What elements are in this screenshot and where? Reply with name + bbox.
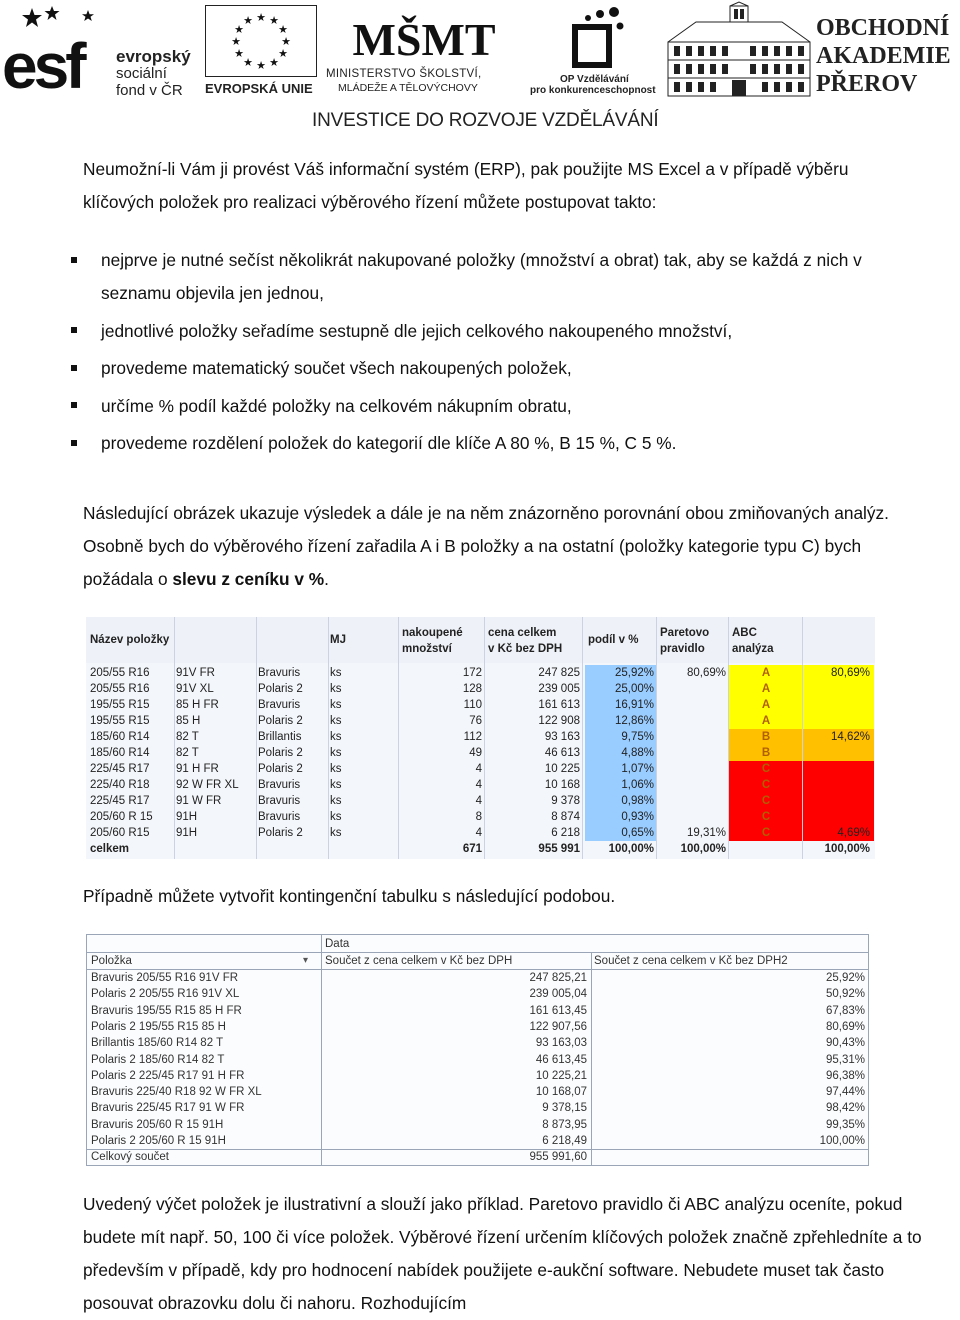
pivot-cell-cum: 100,00% (819, 1135, 865, 1147)
header-pareto-2: pravidlo (660, 643, 705, 655)
cell-pareto (656, 697, 726, 713)
esf-logo (2, 4, 197, 102)
pivot-cell-item: Bravuris 205/55 R16 91V FR (91, 972, 239, 984)
table-row (86, 729, 875, 745)
cell-spec: 91 W FR (176, 795, 222, 807)
pivot-cell-sum: 247 825,21 (529, 972, 587, 984)
pivot-cell-sum: 9 378,15 (542, 1102, 587, 1115)
header-logos (0, 0, 960, 135)
cell-share: 0,65% (621, 827, 654, 839)
eu-label: EVROPSKÁ UNIE (205, 81, 313, 96)
cell-mj: ks (330, 715, 342, 727)
cell-pareto (656, 809, 726, 825)
cell-qty: 4 (475, 795, 482, 807)
cell-price: 10 168 (544, 779, 580, 791)
abc-analysis-table (86, 617, 875, 859)
bullet-item: provedeme matematický součet všech nakoupených položek, (70, 352, 920, 385)
pivot-cell-item: Bravuris 205/60 R 15 91H (91, 1118, 224, 1131)
msmt-mark (352, 0, 496, 66)
pivot-cell-item: Brillantis 185/60 R14 82 T (91, 1037, 224, 1050)
cell-spec: 85 H FR (176, 699, 219, 711)
cell-share: 25,00% (614, 683, 654, 695)
paragraph-results (83, 497, 923, 596)
cell-spec: 91V FR (176, 667, 215, 679)
table-row (86, 761, 875, 777)
total-price: 955 991 (538, 843, 580, 855)
cell-share: 25,92% (614, 667, 654, 679)
cell-cat: A (761, 699, 771, 711)
cell-size: 185/60 R14 (90, 731, 150, 743)
pivot-cell-cum: 96,38% (825, 1069, 865, 1082)
svg-text:★: ★ (234, 48, 244, 60)
header-price-1: cena celkem (488, 627, 557, 639)
cell-cat: C (761, 811, 771, 823)
pivot-cell-cum: 99,35% (825, 1118, 865, 1131)
pivot-cell-cum: 67,83% (825, 1004, 865, 1017)
cell-cat: C (761, 763, 771, 775)
pivot-col-cum: Součet z cena celkem v Kč bez DPH2 (594, 955, 788, 967)
cell-cat: B (761, 731, 771, 743)
cell-qty: 8 (475, 811, 482, 823)
cell-abc: 14,62% (830, 731, 870, 743)
cell-size: 225/45 R17 (90, 795, 150, 807)
pivot-cell-item: Polaris 2 185/60 R14 82 T (91, 1053, 225, 1066)
svg-text:★: ★ (269, 15, 279, 27)
table-total-row (86, 841, 875, 857)
cell-pareto (656, 777, 726, 793)
msmt-logo (326, 0, 521, 100)
cell-abc (802, 697, 870, 713)
cell-abc (802, 713, 870, 729)
cell-mj: ks (330, 795, 342, 807)
cell-abc (802, 745, 870, 761)
bullet-item: nejprve je nutné sečíst několikrát nakupované položky (množství a obrat) tak, aby se každá z nich v seznamu objevila jen jednou, (70, 244, 920, 310)
pivot-cell-cum: 90,43% (825, 1037, 865, 1050)
pivot-cell-item: Polaris 2 195/55 R15 85 H (91, 1020, 226, 1033)
svg-text:★: ★ (256, 12, 266, 24)
cell-size: 225/45 R17 (90, 763, 150, 775)
cell-abc (802, 761, 870, 777)
esf-line3: fond v ČR (116, 82, 183, 99)
table-row (86, 681, 875, 697)
cell-spec: 91 H FR (176, 763, 219, 775)
cell-spec: 82 T (176, 731, 199, 743)
cell-pareto (656, 729, 726, 745)
pivot-total-label: Celkový součet (91, 1151, 169, 1164)
cell-qty: 4 (475, 763, 482, 775)
cell-abc (802, 777, 870, 793)
cell-brand: Brillantis (258, 731, 302, 743)
cell-mj: ks (330, 683, 342, 695)
pivot-col-sum: Součet z cena celkem v Kč bez DPH (325, 955, 513, 967)
msmt-line1: MINISTERSTVO ŠKOLSTVÍ, (326, 68, 482, 80)
grid-line (87, 952, 868, 953)
op-logo (530, 2, 660, 100)
cell-pareto (656, 761, 726, 777)
cell-size: 195/55 R15 (90, 699, 150, 711)
header-name: Název položky (90, 634, 170, 646)
esf-line2: sociální (116, 65, 167, 82)
cell-mj: ks (330, 827, 342, 839)
esf-line1: evropský (116, 47, 191, 66)
pivot-cell-item: Bravuris 225/45 R17 91 W FR (91, 1102, 245, 1115)
cell-mj: ks (330, 763, 342, 775)
cell-size: 225/40 R18 (90, 779, 150, 791)
bullet-list (70, 244, 920, 465)
pivot-cell-cum: 80,69% (825, 1020, 865, 1033)
msmt-mark-text: MŠMT (352, 14, 496, 65)
op-line2: pro konkurenceschopnost (530, 85, 656, 96)
cell-share: 16,91% (614, 699, 654, 711)
table-row (86, 697, 875, 713)
pivot-cell-item: Bravuris 225/40 R18 92 W FR XL (91, 1086, 262, 1099)
pivot-cell-cum: 50,92% (825, 988, 865, 1001)
svg-text:★: ★ (243, 57, 253, 69)
cell-share: 1,06% (621, 779, 654, 791)
msmt-line2: MLÁDEŽE A TĚLOVÝCHOVY (338, 82, 478, 94)
cell-share: 0,93% (621, 811, 654, 823)
cell-mj: ks (330, 699, 342, 711)
total-abc: 100,00% (824, 843, 870, 855)
cell-abc: 4,69% (837, 827, 870, 839)
cell-abc (802, 809, 870, 825)
cell-brand: Bravuris (258, 667, 301, 679)
cell-size: 205/55 R16 (90, 667, 150, 679)
header-pareto-1: Paretovo (660, 627, 710, 639)
bullet-item: jednotlivé položky seřadíme sestupně dle jejich celkového nakoupeného množství, (70, 315, 920, 348)
cell-qty: 4 (475, 779, 482, 791)
bullet-item: určíme % podíl každé položky na celkovém nákupním obratu, (70, 390, 920, 423)
svg-text:★: ★ (269, 57, 279, 69)
table-row (86, 809, 875, 825)
pivot-cell-item: Polaris 2 205/60 R 15 91H (91, 1135, 226, 1147)
pivot-cell-item: Bravuris 195/55 R15 85 H FR (91, 1004, 242, 1017)
cell-qty: 49 (469, 747, 482, 759)
cell-pareto (656, 745, 726, 761)
eu-star-circle-icon (206, 6, 316, 76)
cell-price: 93 163 (544, 731, 580, 743)
table-row (86, 745, 875, 761)
cell-mj: ks (330, 731, 342, 743)
cell-price: 10 225 (544, 763, 580, 775)
svg-text:★: ★ (278, 48, 288, 60)
cell-abc (802, 793, 870, 809)
paragraph-intro: Neumožní-li Vám ji provést Váš informační systém (ERP), pak použijte MS Excel a v případě výběru klíčových položek pro realizaci výběrového řízení můžete postupovat takto: (83, 159, 849, 212)
cell-cat: C (761, 779, 771, 791)
header-mj: MJ (330, 634, 346, 646)
cell-brand: Bravuris (258, 699, 301, 711)
cell-cat: A (761, 715, 771, 727)
pivot-total-sum: 955 991,60 (529, 1151, 587, 1164)
cell-qty: 76 (469, 715, 482, 727)
cell-price: 247 825 (538, 667, 580, 679)
header-abc-1: ABC (732, 627, 757, 639)
pivot-table (86, 934, 869, 1166)
table-row (86, 713, 875, 729)
cell-abc (802, 681, 870, 697)
cell-spec: 91V XL (176, 683, 214, 695)
header-share: podíl v % (588, 634, 639, 646)
cell-size: 205/60 R 15 (90, 811, 153, 823)
paragraph-results-end: . (324, 569, 329, 589)
cell-share: 9,75% (621, 731, 654, 743)
school-building-icon (666, 2, 812, 98)
total-qty: 671 (462, 843, 482, 855)
cell-mj: ks (330, 779, 342, 791)
bullet-item: provedeme rozdělení položek do kategorií dle klíče A 80 %, B 15 %, C 5 %. (70, 427, 920, 460)
pivot-cell-cum: 97,44% (825, 1086, 865, 1099)
cell-price: 46 613 (544, 747, 580, 759)
cell-cat: A (761, 667, 771, 679)
paragraph-pivot-intro: Případně můžete vytvořit kontingenční tabulku s následující podobou. (83, 886, 616, 906)
paragraph-closing: Uvedený výčet položek je ilustrativní a slouží jako příklad. Paretovo pravidlo či ABC analýzu oceníte, pokud budete mít např. 50, 100 či více položek. Výběrové řízení určením klíčových položek značně zpřehledníte a to především v případě, kdy pro hodnocení nabídek použijete e-aukční software. Nebudete muset tak často posouvat obrazovku dolu či nahoru. Rozhodujícím (83, 1194, 922, 1313)
cell-brand: Bravuris (258, 811, 301, 823)
svg-text:★: ★ (234, 24, 244, 36)
cell-price: 161 613 (538, 699, 580, 711)
cell-cat: B (761, 747, 771, 759)
cell-share: 1,07% (621, 763, 654, 775)
cell-qty: 112 (463, 731, 482, 743)
svg-text:★: ★ (278, 24, 288, 36)
cell-brand: Bravuris (258, 779, 301, 791)
cell-spec: 92 W FR XL (176, 779, 239, 791)
cell-qty: 172 (462, 667, 482, 679)
svg-text:★: ★ (256, 60, 266, 72)
total-pareto: 100,00% (680, 843, 726, 855)
cell-price: 6 218 (551, 827, 580, 839)
cell-cat: C (761, 795, 771, 807)
total-label: celkem (90, 843, 130, 855)
cell-brand: Polaris 2 (258, 747, 303, 759)
svg-text:★: ★ (281, 36, 291, 48)
cell-price: 8 874 (551, 811, 580, 823)
cell-brand: Polaris 2 (258, 683, 303, 695)
cell-price: 9 378 (551, 795, 580, 807)
cell-mj: ks (330, 811, 342, 823)
pivot-cell-item: Polaris 2 225/45 R17 91 H FR (91, 1069, 245, 1082)
cell-mj: ks (330, 747, 342, 759)
cell-pareto: 80,69% (686, 667, 726, 679)
cell-brand: Polaris 2 (258, 715, 303, 727)
header-qty-2: množství (402, 643, 452, 655)
pivot-cell-sum: 93 163,03 (535, 1037, 587, 1050)
cell-cat: C (761, 827, 771, 839)
cell-cat: A (761, 683, 771, 695)
paragraph-results-bold: slevu z ceníku v % (172, 569, 325, 589)
svg-text:★: ★ (243, 15, 253, 27)
cell-pareto: 19,31% (686, 827, 726, 839)
pivot-cell-sum: 161 613,45 (529, 1004, 587, 1017)
cell-size: 205/60 R15 (90, 827, 150, 839)
svg-text:★: ★ (231, 36, 241, 48)
pivot-cell-sum: 6 218,49 (542, 1135, 587, 1147)
cell-spec: 82 T (176, 747, 199, 759)
table-row (86, 793, 875, 809)
pivot-data-label: Data (325, 938, 350, 950)
pivot-cell-sum: 8 873,95 (542, 1118, 587, 1131)
grid-line (321, 935, 322, 1165)
table-row (86, 825, 875, 841)
pivot-col-item: Položka (91, 955, 132, 967)
cell-pareto (656, 681, 726, 697)
header-price-2: v Kč bez DPH (488, 643, 563, 655)
header-abc-2: analýza (732, 643, 774, 655)
filter-dropdown-icon[interactable]: ▾ (303, 955, 309, 966)
cell-abc: 80,69% (830, 667, 870, 679)
cell-qty: 4 (475, 827, 482, 839)
cell-price: 122 908 (538, 715, 580, 727)
esf-label (116, 48, 191, 99)
pivot-cell-cum: 98,42% (825, 1102, 865, 1115)
school-line1: OBCHODNÍ (816, 15, 950, 41)
cell-spec: 91H (176, 811, 198, 823)
op-mark-icon (558, 2, 630, 72)
grid-line (591, 952, 592, 1165)
cell-brand: Polaris 2 (258, 827, 303, 839)
cell-qty: 110 (463, 699, 482, 711)
cell-pareto (656, 713, 726, 729)
cell-qty: 128 (462, 683, 482, 695)
header-qty-1: nakoupené (402, 627, 463, 639)
cell-price: 239 005 (538, 683, 580, 695)
pivot-cell-cum: 25,92% (825, 972, 865, 984)
abc-table-header (86, 617, 875, 663)
table-row (86, 777, 875, 793)
op-line1: OP Vzdělávání (560, 74, 629, 85)
table-row (86, 665, 875, 681)
cell-brand: Bravuris (258, 795, 301, 807)
school-line2: AKADEMIE (816, 43, 951, 69)
pivot-cell-cum: 95,31% (825, 1053, 865, 1066)
banner-investice: INVESTICE DO ROZVOJE VZDĚLÁVÁNÍ (312, 110, 659, 131)
cell-brand: Polaris 2 (258, 763, 303, 775)
cell-share: 0,98% (621, 795, 654, 807)
paragraph-results-text: Následující obrázek ukazuje výsledek a dále je na něm znázorněno porovnání obou zmiňovaných analýz. Osobně bych do výběrového řízení zařadila A i B položky a na ostatní (položky kategorie typu C) bych požádala o (83, 503, 889, 589)
cell-size: 195/55 R15 (90, 715, 150, 727)
cell-mj: ks (330, 667, 342, 679)
eu-flag (205, 5, 317, 77)
pivot-cell-sum: 122 907,56 (529, 1020, 587, 1033)
cell-spec: 91H (176, 827, 198, 839)
cell-share: 12,86% (614, 715, 654, 727)
cell-pareto (656, 793, 726, 809)
cell-spec: 85 H (176, 715, 201, 727)
school-name (816, 14, 951, 98)
esf-wordmark: esf (2, 30, 83, 102)
cell-share: 4,88% (621, 747, 654, 759)
eu-logo (205, 5, 317, 97)
school-line3: PŘEROV (816, 71, 918, 97)
pivot-cell-sum: 10 168,07 (535, 1086, 587, 1099)
cell-size: 185/60 R14 (90, 747, 150, 759)
pivot-cell-sum: 46 613,45 (535, 1053, 587, 1066)
total-share: 100,00% (608, 843, 654, 855)
pivot-cell-item: Polaris 2 205/55 R16 91V XL (91, 988, 240, 1001)
cell-size: 205/55 R16 (90, 683, 150, 695)
pivot-cell-sum: 10 225,21 (535, 1069, 587, 1082)
pivot-cell-sum: 239 005,04 (529, 988, 587, 1001)
